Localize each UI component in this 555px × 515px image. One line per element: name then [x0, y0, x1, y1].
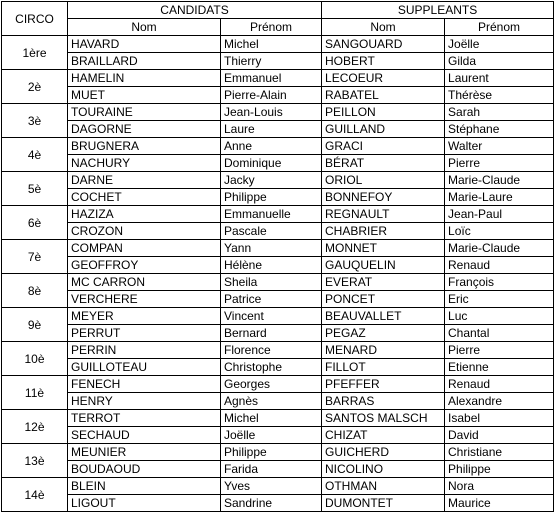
substitute-last-name: REGNAULT [322, 206, 445, 223]
substitute-last-name: OTHMAN [322, 478, 445, 495]
table-row [2, 410, 554, 427]
substitute-last-name: SANTOS MALSCH [322, 410, 445, 427]
substitute-last-name: GAUQUELIN [322, 257, 445, 274]
candidats-header: CANDIDATS [68, 2, 322, 19]
circo-header: CIRCO [2, 2, 68, 36]
circo-cell: 13è [2, 444, 68, 478]
candidate-last-name: COCHET [68, 189, 221, 206]
substitute-first-name: Etienne [445, 359, 554, 376]
candidate-first-name: Thierry [221, 53, 322, 70]
circo-cell: 10è [2, 342, 68, 376]
substitute-first-name: Maurice [445, 495, 554, 512]
table-row [2, 478, 554, 495]
substitute-first-name: Chantal [445, 325, 554, 342]
substitute-first-name: Gilda [445, 53, 554, 70]
substitute-last-name: CHIZAT [322, 427, 445, 444]
circo-cell: 8è [2, 274, 68, 308]
candidate-last-name: PERRIN [68, 342, 221, 359]
substitute-first-name: Alexandre [445, 393, 554, 410]
table-row [2, 257, 554, 274]
candidate-last-name: DARNE [68, 172, 221, 189]
candidate-last-name: GUILLOTEAU [68, 359, 221, 376]
substitute-first-name: Marie-Laure [445, 189, 554, 206]
candidate-first-name: Bernard [221, 325, 322, 342]
substitute-first-name: Thérèse [445, 87, 554, 104]
candidate-first-name: Farida [221, 461, 322, 478]
table-row [2, 138, 554, 155]
candidate-last-name: NACHURY [68, 155, 221, 172]
candidate-first-name: Emmanuelle [221, 206, 322, 223]
candidate-first-name: Sheila [221, 274, 322, 291]
candidate-first-name: Yann [221, 240, 322, 257]
substitute-last-name: ORIOL [322, 172, 445, 189]
substitute-last-name: GRACI [322, 138, 445, 155]
table-row [2, 206, 554, 223]
candidate-first-name: Philippe [221, 444, 322, 461]
candidate-first-name: Pierre-Alain [221, 87, 322, 104]
substitute-first-name: Walter [445, 138, 554, 155]
circo-cell: 6è [2, 206, 68, 240]
candidate-last-name: BRUGNERA [68, 138, 221, 155]
table-row [2, 393, 554, 410]
candidate-first-name: Patrice [221, 291, 322, 308]
substitute-first-name: Nora [445, 478, 554, 495]
substitute-first-name: Laurent [445, 70, 554, 87]
table-row [2, 70, 554, 87]
candidate-first-name: Christophe [221, 359, 322, 376]
candidate-first-name: Sandrine [221, 495, 322, 512]
sup-nom-header: Nom [322, 19, 445, 36]
substitute-last-name: PEILLON [322, 104, 445, 121]
table-row [2, 291, 554, 308]
candidate-last-name: SECHAUD [68, 427, 221, 444]
candidate-last-name: VERCHERE [68, 291, 221, 308]
header-row-columns [2, 19, 554, 36]
table-row [2, 427, 554, 444]
substitute-last-name: BONNEFOY [322, 189, 445, 206]
table-row [2, 87, 554, 104]
circo-cell: 4è [2, 138, 68, 172]
circo-cell: 7è [2, 240, 68, 274]
table-row [2, 53, 554, 70]
substitute-first-name: Philippe [445, 461, 554, 478]
circo-cell: 14è [2, 478, 68, 512]
table-row [2, 223, 554, 240]
substitute-last-name: NICOLINO [322, 461, 445, 478]
candidate-first-name: Emmanuel [221, 70, 322, 87]
suppleants-header: SUPPLEANTS [322, 2, 554, 19]
candidate-last-name: MUET [68, 87, 221, 104]
circo-cell: 1ère [2, 36, 68, 70]
substitute-first-name: Joëlle [445, 36, 554, 53]
substitute-last-name: MENARD [322, 342, 445, 359]
substitute-first-name: Pierre [445, 155, 554, 172]
table-row [2, 121, 554, 138]
candidate-last-name: DAGORNE [68, 121, 221, 138]
candidate-first-name: Hélène [221, 257, 322, 274]
table-row [2, 359, 554, 376]
candidate-first-name: Michel [221, 410, 322, 427]
table-row [2, 274, 554, 291]
substitute-first-name: David [445, 427, 554, 444]
substitute-first-name: Marie-Claude [445, 172, 554, 189]
table-row [2, 240, 554, 257]
candidate-last-name: MEYER [68, 308, 221, 325]
substitute-last-name: DUMONTET [322, 495, 445, 512]
candidate-last-name: HAMELIN [68, 70, 221, 87]
candidate-first-name: Laure [221, 121, 322, 138]
candidate-first-name: Jacky [221, 172, 322, 189]
circo-cell: 2è [2, 70, 68, 104]
substitute-last-name: MONNET [322, 240, 445, 257]
substitute-last-name: PONCET [322, 291, 445, 308]
candidate-first-name: Philippe [221, 189, 322, 206]
table-row [2, 342, 554, 359]
substitute-first-name: Marie-Claude [445, 240, 554, 257]
candidate-first-name: Florence [221, 342, 322, 359]
candidate-first-name: Vincent [221, 308, 322, 325]
candidate-last-name: GEOFFROY [68, 257, 221, 274]
table-row [2, 172, 554, 189]
table-row [2, 189, 554, 206]
candidate-first-name: Agnès [221, 393, 322, 410]
substitute-first-name: Isabel [445, 410, 554, 427]
table-row [2, 308, 554, 325]
substitute-first-name: Jean-Paul [445, 206, 554, 223]
substitute-last-name: EVERAT [322, 274, 445, 291]
substitute-last-name: BÉRAT [322, 155, 445, 172]
substitute-last-name: HOBERT [322, 53, 445, 70]
candidate-first-name: Dominique [221, 155, 322, 172]
substitute-first-name: Renaud [445, 376, 554, 393]
candidate-last-name: TERROT [68, 410, 221, 427]
circo-cell: 5è [2, 172, 68, 206]
table-row [2, 36, 554, 53]
substitute-first-name: Loïc [445, 223, 554, 240]
candidate-first-name: Joëlle [221, 427, 322, 444]
substitute-last-name: BARRAS [322, 393, 445, 410]
candidate-first-name: Yves [221, 478, 322, 495]
candidate-last-name: HAVARD [68, 36, 221, 53]
substitute-last-name: FILLOT [322, 359, 445, 376]
candidate-last-name: LIGOUT [68, 495, 221, 512]
cand-nom-header: Nom [68, 19, 221, 36]
substitute-last-name: SANGOUARD [322, 36, 445, 53]
circo-cell: 11è [2, 376, 68, 410]
circo-cell: 9è [2, 308, 68, 342]
substitute-last-name: PEGAZ [322, 325, 445, 342]
substitute-first-name: Eric [445, 291, 554, 308]
substitute-first-name: Stéphane [445, 121, 554, 138]
candidate-last-name: HENRY [68, 393, 221, 410]
candidate-first-name: Georges [221, 376, 322, 393]
substitute-first-name: Luc [445, 308, 554, 325]
cand-prenom-header: Prénom [221, 19, 322, 36]
substitute-last-name: GUICHERD [322, 444, 445, 461]
table-row [2, 104, 554, 121]
candidate-last-name: TOURAINE [68, 104, 221, 121]
candidate-last-name: BLEIN [68, 478, 221, 495]
candidate-first-name: Michel [221, 36, 322, 53]
candidate-last-name: MEUNIER [68, 444, 221, 461]
candidate-last-name: HAZIZA [68, 206, 221, 223]
candidate-last-name: BOUDAOUD [68, 461, 221, 478]
table-row [2, 461, 554, 478]
table-row [2, 155, 554, 172]
substitute-last-name: LECOEUR [322, 70, 445, 87]
sup-prenom-header: Prénom [445, 19, 554, 36]
table-row [2, 444, 554, 461]
table-row [2, 376, 554, 393]
substitute-last-name: RABATEL [322, 87, 445, 104]
header-row-groups [2, 2, 554, 19]
substitute-last-name: PFEFFER [322, 376, 445, 393]
substitute-first-name: Sarah [445, 104, 554, 121]
candidate-last-name: COMPAN [68, 240, 221, 257]
candidate-first-name: Pascale [221, 223, 322, 240]
substitute-first-name: Christiane [445, 444, 554, 461]
candidate-first-name: Anne [221, 138, 322, 155]
table-row [2, 495, 554, 512]
candidate-last-name: CROZON [68, 223, 221, 240]
candidate-last-name: PERRUT [68, 325, 221, 342]
substitute-last-name: BEAUVALLET [322, 308, 445, 325]
table-body [2, 36, 554, 512]
candidate-last-name: MC CARRON [68, 274, 221, 291]
substitute-last-name: CHABRIER [322, 223, 445, 240]
substitute-first-name: François [445, 274, 554, 291]
candidate-last-name: BRAILLARD [68, 53, 221, 70]
candidates-table [1, 1, 554, 512]
substitute-first-name: Pierre [445, 342, 554, 359]
table-row [2, 325, 554, 342]
circo-cell: 3è [2, 104, 68, 138]
circo-cell: 12è [2, 410, 68, 444]
candidate-last-name: FENECH [68, 376, 221, 393]
candidate-first-name: Jean-Louis [221, 104, 322, 121]
substitute-first-name: Renaud [445, 257, 554, 274]
substitute-last-name: GUILLAND [322, 121, 445, 138]
